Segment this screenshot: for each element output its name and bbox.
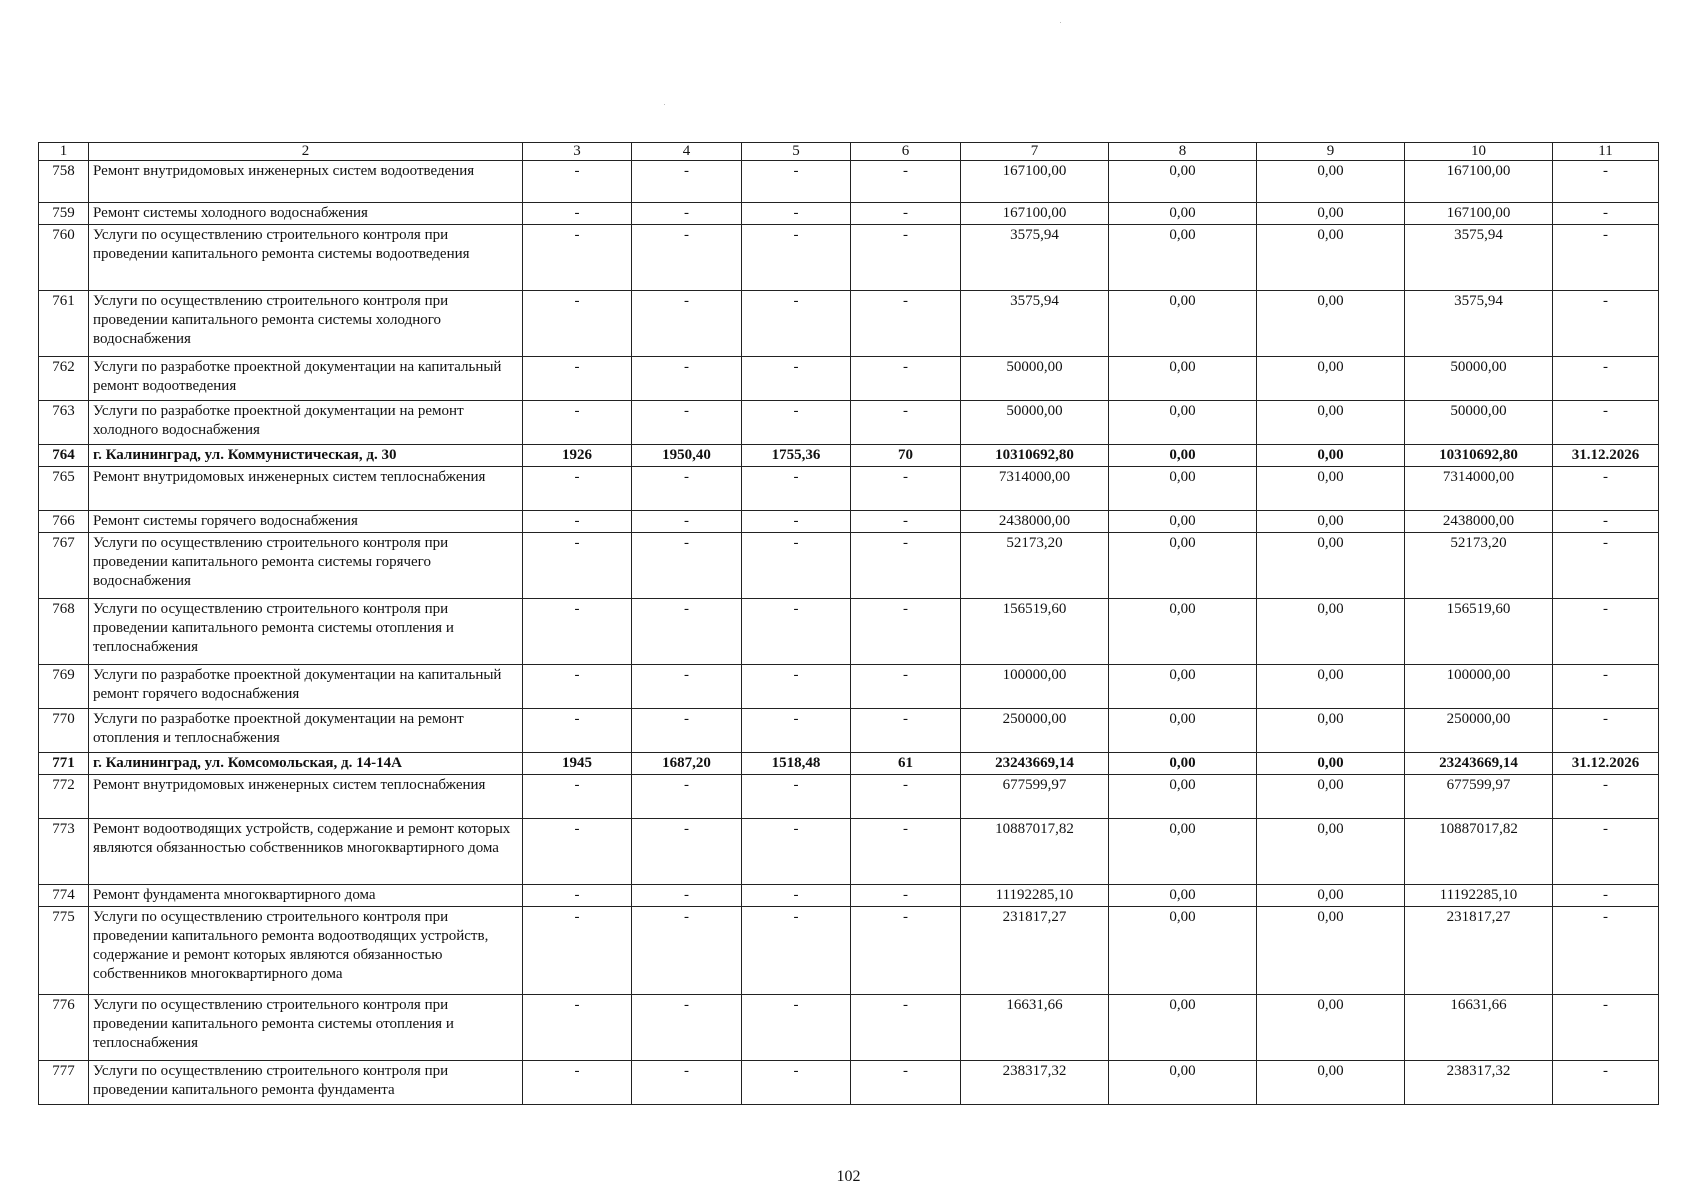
col-11-value: - [1553, 775, 1659, 819]
col-10-value: 7314000,00 [1405, 467, 1553, 511]
col-8-value: 0,00 [1109, 225, 1257, 291]
col-10-value: 10310692,80 [1405, 445, 1553, 467]
address-row [39, 753, 1659, 775]
col-6-value: 70 [851, 445, 961, 467]
col-9-value: 0,00 [1257, 445, 1405, 467]
work-description: Услуги по разработке проектной документации на капитальный ремонт горячего водоснабжения [89, 665, 523, 709]
work-description: Ремонт внутридомовых инженерных систем теплоснабжения [89, 467, 523, 511]
col-5-value: - [742, 511, 851, 533]
col-8-value: 0,00 [1109, 775, 1257, 819]
col-8-value: 0,00 [1109, 161, 1257, 203]
table-row [39, 599, 1659, 665]
col-11-value: - [1553, 995, 1659, 1061]
work-description: Ремонт системы горячего водоснабжения [89, 511, 523, 533]
col-9-value: 0,00 [1257, 161, 1405, 203]
table-row [39, 533, 1659, 599]
col-3-value: - [523, 533, 632, 599]
col-9-value: 0,00 [1257, 357, 1405, 401]
row-number: 768 [39, 599, 89, 665]
table-row [39, 511, 1659, 533]
col-11-value: - [1553, 709, 1659, 753]
col-9-value: 0,00 [1257, 819, 1405, 885]
col-9-value: 0,00 [1257, 1061, 1405, 1105]
col-3-value: - [523, 885, 632, 907]
col-11-value: - [1553, 203, 1659, 225]
col-7-value: 3575,94 [961, 291, 1109, 357]
table-row [39, 467, 1659, 511]
col-7-value: 50000,00 [961, 401, 1109, 445]
col-6-value: 61 [851, 753, 961, 775]
col-6-value: - [851, 1061, 961, 1105]
col-8-value: 0,00 [1109, 467, 1257, 511]
col-8-value: 0,00 [1109, 709, 1257, 753]
col-9-value: 0,00 [1257, 291, 1405, 357]
col-9-value: 0,00 [1257, 467, 1405, 511]
row-number: 776 [39, 995, 89, 1061]
col-4-value: - [632, 533, 742, 599]
row-number: 773 [39, 819, 89, 885]
col-7-value: 3575,94 [961, 225, 1109, 291]
row-number: 777 [39, 1061, 89, 1105]
col-3-value: - [523, 401, 632, 445]
col-6-value: - [851, 511, 961, 533]
col-4-value: - [632, 665, 742, 709]
col-11-value: 31.12.2026 [1553, 753, 1659, 775]
table-row [39, 775, 1659, 819]
table-row [39, 995, 1659, 1061]
col-5-value: - [742, 401, 851, 445]
col-9-value: 0,00 [1257, 401, 1405, 445]
col-10-value: 250000,00 [1405, 709, 1553, 753]
column-header: 3 [523, 143, 632, 161]
col-10-value: 50000,00 [1405, 401, 1553, 445]
col-3-value: - [523, 357, 632, 401]
row-number: 758 [39, 161, 89, 203]
col-10-value: 156519,60 [1405, 599, 1553, 665]
col-4-value: - [632, 819, 742, 885]
column-header: 2 [89, 143, 523, 161]
row-number: 762 [39, 357, 89, 401]
work-description: Услуги по осуществлению строительного контроля при проведении капитального ремонта системы горячего водоснабжения [89, 533, 523, 599]
col-3-value: - [523, 1061, 632, 1105]
col-8-value: 0,00 [1109, 203, 1257, 225]
col-11-value: - [1553, 357, 1659, 401]
col-9-value: 0,00 [1257, 885, 1405, 907]
col-11-value: - [1553, 907, 1659, 995]
col-10-value: 231817,27 [1405, 907, 1553, 995]
col-10-value: 3575,94 [1405, 225, 1553, 291]
row-number: 772 [39, 775, 89, 819]
col-11-value: - [1553, 467, 1659, 511]
col-11-value: - [1553, 1061, 1659, 1105]
col-3-value: - [523, 511, 632, 533]
col-5-value: 1518,48 [742, 753, 851, 775]
col-4-value: - [632, 467, 742, 511]
work-description: Ремонт внутридомовых инженерных систем водоотведения [89, 161, 523, 203]
column-header: 5 [742, 143, 851, 161]
row-number: 767 [39, 533, 89, 599]
work-description: г. Калининград, ул. Коммунистическая, д. 30 [89, 445, 523, 467]
col-8-value: 0,00 [1109, 819, 1257, 885]
col-9-value: 0,00 [1257, 599, 1405, 665]
col-3-value: - [523, 599, 632, 665]
work-description: Услуги по осуществлению строительного контроля при проведении капитального ремонта системы водоотведения [89, 225, 523, 291]
work-description: Услуги по разработке проектной документации на ремонт отопления и теплоснабжения [89, 709, 523, 753]
work-description: г. Калининград, ул. Комсомольская, д. 14-14А [89, 753, 523, 775]
col-10-value: 50000,00 [1405, 357, 1553, 401]
col-6-value: - [851, 291, 961, 357]
work-description: Услуги по осуществлению строительного контроля при проведении капитального ремонта водоотводящих устройств, содержание и ремонт которых являются обязанностью собственников многоквартирного дома [89, 907, 523, 995]
col-7-value: 11192285,10 [961, 885, 1109, 907]
col-5-value: - [742, 1061, 851, 1105]
page-number: 102 [836, 1168, 861, 1185]
table-row [39, 161, 1659, 203]
col-11-value: 31.12.2026 [1553, 445, 1659, 467]
col-8-value: 0,00 [1109, 885, 1257, 907]
col-5-value: - [742, 775, 851, 819]
col-8-value: 0,00 [1109, 599, 1257, 665]
col-4-value: - [632, 599, 742, 665]
col-11-value: - [1553, 225, 1659, 291]
col-9-value: 0,00 [1257, 665, 1405, 709]
scan-speck [1060, 22, 1061, 23]
col-5-value: - [742, 599, 851, 665]
col-4-value: - [632, 1061, 742, 1105]
col-8-value: 0,00 [1109, 995, 1257, 1061]
col-11-value: - [1553, 511, 1659, 533]
col-4-value: - [632, 775, 742, 819]
col-4-value: - [632, 291, 742, 357]
col-10-value: 238317,32 [1405, 1061, 1553, 1105]
work-description: Ремонт водоотводящих устройств, содержание и ремонт которых являются обязанностью собственников многоквартирного дома [89, 819, 523, 885]
col-6-value: - [851, 467, 961, 511]
col-3-value: - [523, 709, 632, 753]
column-header: 7 [961, 143, 1109, 161]
col-10-value: 10887017,82 [1405, 819, 1553, 885]
col-11-value: - [1553, 599, 1659, 665]
col-8-value: 0,00 [1109, 357, 1257, 401]
col-10-value: 16631,66 [1405, 995, 1553, 1061]
col-5-value: - [742, 907, 851, 995]
row-number: 761 [39, 291, 89, 357]
col-5-value: - [742, 885, 851, 907]
col-4-value: - [632, 161, 742, 203]
col-5-value: - [742, 291, 851, 357]
col-3-value: 1945 [523, 753, 632, 775]
table-row [39, 907, 1659, 995]
col-10-value: 3575,94 [1405, 291, 1553, 357]
col-7-value: 167100,00 [961, 203, 1109, 225]
work-description: Услуги по осуществлению строительного контроля при проведении капитального ремонта системы холодного водоснабжения [89, 291, 523, 357]
column-header: 6 [851, 143, 961, 161]
col-7-value: 50000,00 [961, 357, 1109, 401]
col-7-value: 100000,00 [961, 665, 1109, 709]
col-4-value: - [632, 709, 742, 753]
col-10-value: 100000,00 [1405, 665, 1553, 709]
row-number: 760 [39, 225, 89, 291]
work-description: Ремонт системы холодного водоснабжения [89, 203, 523, 225]
col-11-value: - [1553, 819, 1659, 885]
col-9-value: 0,00 [1257, 225, 1405, 291]
work-description: Услуги по осуществлению строительного контроля при проведении капитального ремонта фундамента [89, 1061, 523, 1105]
work-description: Услуги по осуществлению строительного контроля при проведении капитального ремонта системы отопления и теплоснабжения [89, 599, 523, 665]
col-7-value: 250000,00 [961, 709, 1109, 753]
col-4-value: - [632, 357, 742, 401]
col-7-value: 231817,27 [961, 907, 1109, 995]
col-10-value: 52173,20 [1405, 533, 1553, 599]
column-header: 1 [39, 143, 89, 161]
col-3-value: - [523, 467, 632, 511]
row-number: 766 [39, 511, 89, 533]
col-10-value: 2438000,00 [1405, 511, 1553, 533]
col-6-value: - [851, 161, 961, 203]
col-7-value: 23243669,14 [961, 753, 1109, 775]
col-11-value: - [1553, 885, 1659, 907]
row-number: 771 [39, 753, 89, 775]
scan-speck [664, 104, 665, 105]
col-5-value: - [742, 819, 851, 885]
col-6-value: - [851, 599, 961, 665]
col-5-value: - [742, 665, 851, 709]
col-3-value: - [523, 225, 632, 291]
row-number: 774 [39, 885, 89, 907]
col-4-value: - [632, 203, 742, 225]
col-7-value: 156519,60 [961, 599, 1109, 665]
col-7-value: 10887017,82 [961, 819, 1109, 885]
col-5-value: - [742, 995, 851, 1061]
col-8-value: 0,00 [1109, 445, 1257, 467]
row-number: 770 [39, 709, 89, 753]
capital-repair-table [38, 142, 1659, 1105]
row-number: 775 [39, 907, 89, 995]
col-8-value: 0,00 [1109, 1061, 1257, 1105]
col-5-value: - [742, 467, 851, 511]
col-6-value: - [851, 401, 961, 445]
col-9-value: 0,00 [1257, 533, 1405, 599]
work-description: Услуги по разработке проектной документации на ремонт холодного водоснабжения [89, 401, 523, 445]
col-7-value: 677599,97 [961, 775, 1109, 819]
col-11-value: - [1553, 291, 1659, 357]
row-number: 769 [39, 665, 89, 709]
column-header: 11 [1553, 143, 1659, 161]
col-7-value: 238317,32 [961, 1061, 1109, 1105]
col-3-value: - [523, 995, 632, 1061]
column-header: 10 [1405, 143, 1553, 161]
col-5-value: 1755,36 [742, 445, 851, 467]
col-9-value: 0,00 [1257, 709, 1405, 753]
col-8-value: 0,00 [1109, 753, 1257, 775]
col-3-value: - [523, 819, 632, 885]
col-7-value: 2438000,00 [961, 511, 1109, 533]
work-description: Услуги по разработке проектной документации на капитальный ремонт водоотведения [89, 357, 523, 401]
col-8-value: 0,00 [1109, 665, 1257, 709]
col-3-value: - [523, 203, 632, 225]
row-number: 759 [39, 203, 89, 225]
col-7-value: 167100,00 [961, 161, 1109, 203]
table-row [39, 665, 1659, 709]
col-6-value: - [851, 357, 961, 401]
col-6-value: - [851, 775, 961, 819]
col-3-value: - [523, 161, 632, 203]
col-4-value: - [632, 511, 742, 533]
work-description: Услуги по осуществлению строительного контроля при проведении капитального ремонта системы отопления и теплоснабжения [89, 995, 523, 1061]
col-6-value: - [851, 819, 961, 885]
column-header: 9 [1257, 143, 1405, 161]
column-header: 4 [632, 143, 742, 161]
col-9-value: 0,00 [1257, 511, 1405, 533]
table-row [39, 885, 1659, 907]
col-8-value: 0,00 [1109, 533, 1257, 599]
col-5-value: - [742, 357, 851, 401]
col-5-value: - [742, 161, 851, 203]
col-9-value: 0,00 [1257, 995, 1405, 1061]
col-4-value: 1687,20 [632, 753, 742, 775]
col-11-value: - [1553, 665, 1659, 709]
table-row [39, 819, 1659, 885]
col-6-value: - [851, 225, 961, 291]
table-row [39, 357, 1659, 401]
column-header: 8 [1109, 143, 1257, 161]
col-10-value: 11192285,10 [1405, 885, 1553, 907]
col-4-value: - [632, 907, 742, 995]
col-4-value: - [632, 995, 742, 1061]
table-row [39, 203, 1659, 225]
table-row [39, 401, 1659, 445]
col-3-value: - [523, 907, 632, 995]
col-4-value: - [632, 225, 742, 291]
col-7-value: 16631,66 [961, 995, 1109, 1061]
col-5-value: - [742, 533, 851, 599]
col-7-value: 7314000,00 [961, 467, 1109, 511]
col-11-value: - [1553, 401, 1659, 445]
col-5-value: - [742, 709, 851, 753]
col-9-value: 0,00 [1257, 753, 1405, 775]
col-11-value: - [1553, 161, 1659, 203]
col-3-value: - [523, 665, 632, 709]
col-8-value: 0,00 [1109, 401, 1257, 445]
col-10-value: 167100,00 [1405, 161, 1553, 203]
col-5-value: - [742, 203, 851, 225]
table-row [39, 291, 1659, 357]
col-4-value: - [632, 401, 742, 445]
row-number: 765 [39, 467, 89, 511]
col-4-value: 1950,40 [632, 445, 742, 467]
col-7-value: 52173,20 [961, 533, 1109, 599]
col-9-value: 0,00 [1257, 775, 1405, 819]
col-10-value: 677599,97 [1405, 775, 1553, 819]
col-10-value: 167100,00 [1405, 203, 1553, 225]
col-3-value: - [523, 775, 632, 819]
work-description: Ремонт внутридомовых инженерных систем теплоснабжения [89, 775, 523, 819]
col-9-value: 0,00 [1257, 907, 1405, 995]
col-6-value: - [851, 885, 961, 907]
col-8-value: 0,00 [1109, 291, 1257, 357]
col-10-value: 23243669,14 [1405, 753, 1553, 775]
col-3-value: - [523, 291, 632, 357]
column-number-header-row [39, 143, 1659, 161]
address-row [39, 445, 1659, 467]
table-row [39, 1061, 1659, 1105]
table-row [39, 225, 1659, 291]
col-3-value: 1926 [523, 445, 632, 467]
col-11-value: - [1553, 533, 1659, 599]
col-9-value: 0,00 [1257, 203, 1405, 225]
col-4-value: - [632, 885, 742, 907]
row-number: 764 [39, 445, 89, 467]
col-6-value: - [851, 995, 961, 1061]
col-8-value: 0,00 [1109, 511, 1257, 533]
col-6-value: - [851, 203, 961, 225]
col-6-value: - [851, 907, 961, 995]
col-6-value: - [851, 533, 961, 599]
row-number: 763 [39, 401, 89, 445]
work-description: Ремонт фундамента многоквартирного дома [89, 885, 523, 907]
col-8-value: 0,00 [1109, 907, 1257, 995]
col-6-value: - [851, 709, 961, 753]
col-5-value: - [742, 225, 851, 291]
col-7-value: 10310692,80 [961, 445, 1109, 467]
col-6-value: - [851, 665, 961, 709]
table-row [39, 709, 1659, 753]
